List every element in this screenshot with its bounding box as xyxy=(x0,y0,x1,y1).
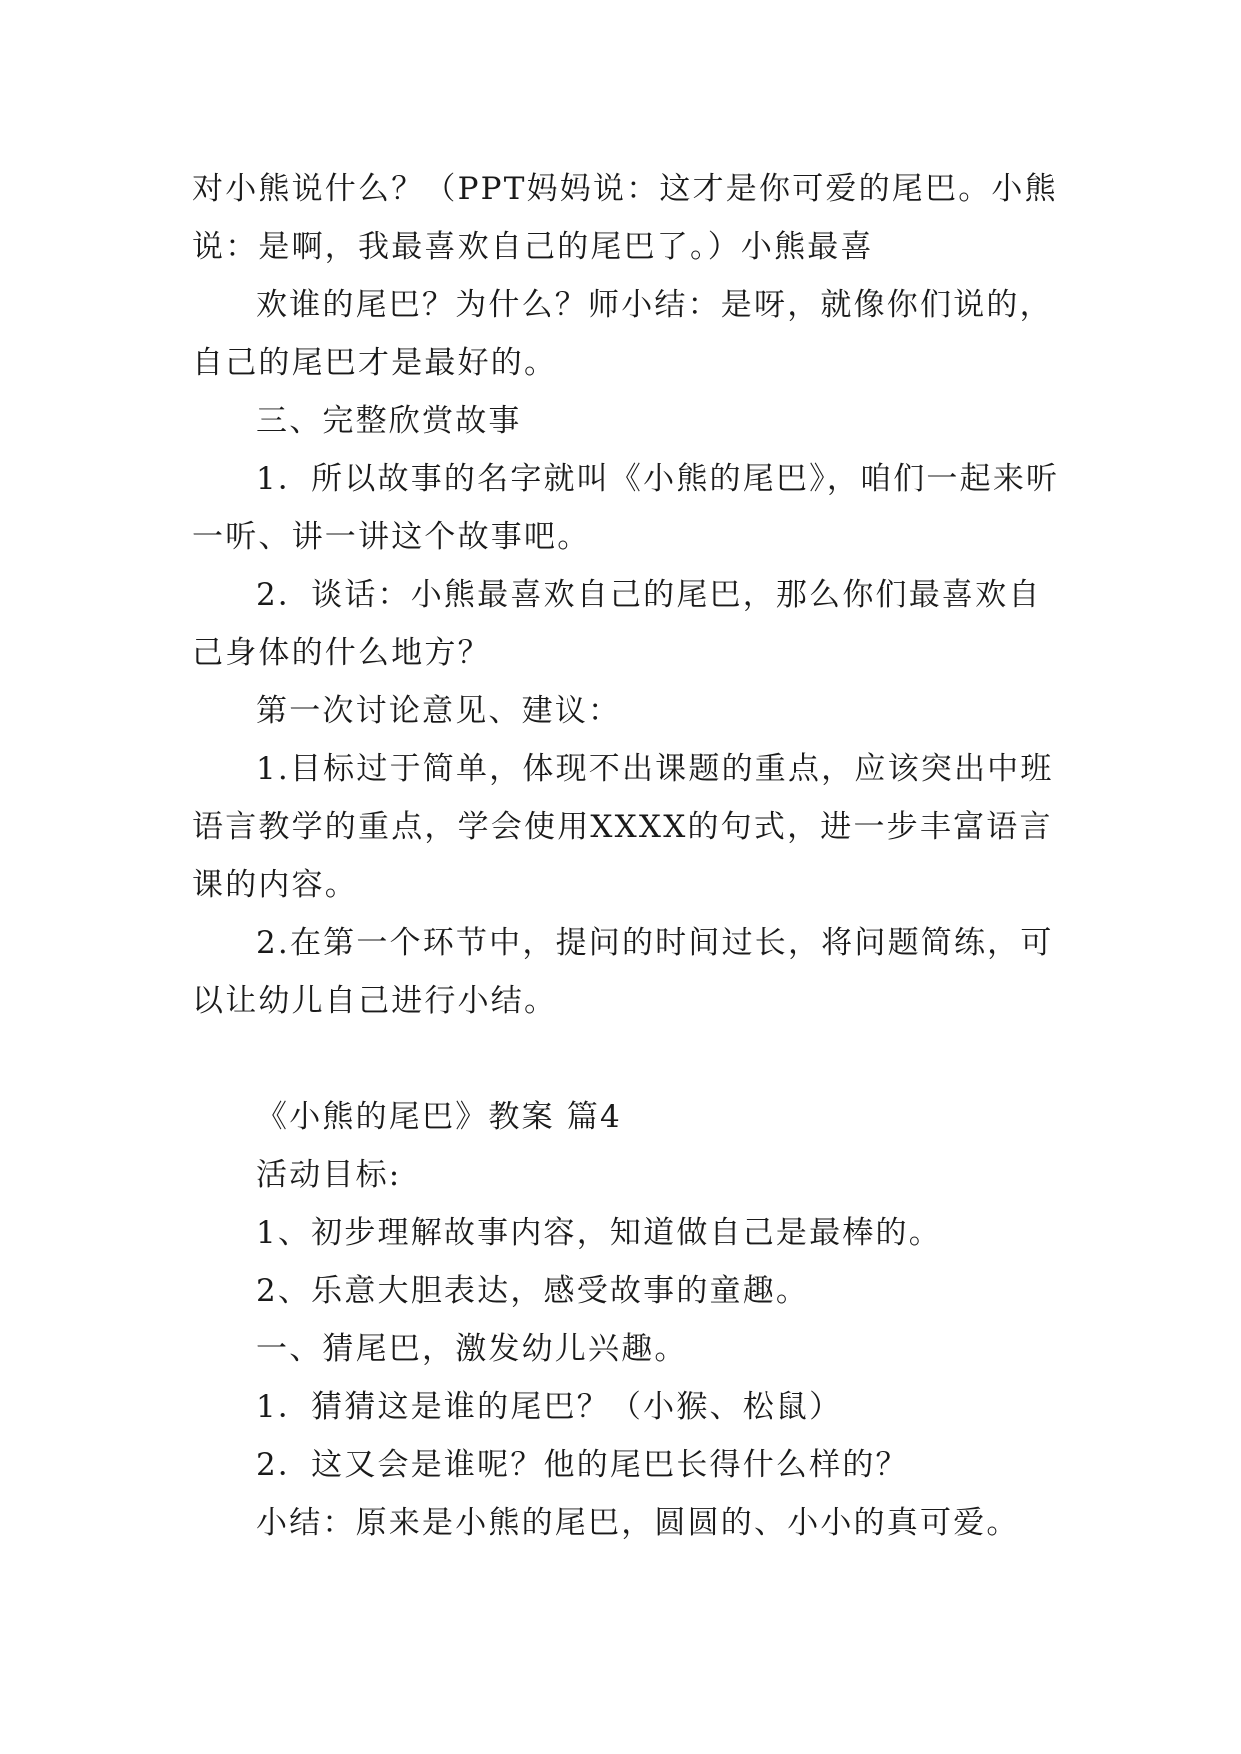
step-1: 1．所以故事的名字就叫《小熊的尾巴》，咱们一起来听一听、讲一讲这个故事吧。 xyxy=(192,461,1060,555)
document-body xyxy=(192,160,1072,1552)
guess-step-1: 1．猜猜这是谁的尾巴？（小猴、松鼠） xyxy=(256,1389,843,1425)
suggestion-1: 1.目标过于简单，体现不出课题的重点，应该突出中班语言教学的重点，学会使用XXXX的句式，进一步丰富语言课的内容。 xyxy=(192,751,1054,903)
suggestion-2: 2.在第一个环节中，提问的时间过长，将问题简练，可以让幼儿自己进行小结。 xyxy=(192,925,1054,1019)
objectives-heading: 活动目标: xyxy=(256,1157,402,1193)
step-2: 2．谈话：小熊最喜欢自己的尾巴，那么你们最喜欢自己身体的什么地方？ xyxy=(192,577,1042,671)
paragraph-summary: 欢谁的尾巴？为什么？师小结：是呀，就像你们说的，自己的尾巴才是最好的。 xyxy=(192,287,1053,381)
objective-2: 2、乐意大胆表达，感受故事的童趣。 xyxy=(256,1273,810,1309)
section-heading-3: 三、完整欣赏故事 xyxy=(256,403,522,439)
guess-summary: 小结：原来是小熊的尾巴，圆圆的、小小的真可爱。 xyxy=(256,1505,1020,1541)
objective-1: 1、初步理解故事内容，知道做自己是最棒的。 xyxy=(256,1215,942,1251)
guess-step-2: 2．这又会是谁呢？他的尾巴长得什么样的？ xyxy=(256,1447,909,1483)
discussion-heading: 第一次讨论意见、建议： xyxy=(256,693,622,729)
lesson-title: 《小熊的尾巴》教案 篇4 xyxy=(256,1099,622,1135)
paragraph-continuation: 对小熊说什么？（PPT妈妈说：这才是你可爱的尾巴。小熊说：是啊，我最喜欢自己的尾巴了。）小熊最喜 xyxy=(192,171,1058,265)
section-heading-1: 一、猜尾巴，激发幼儿兴趣。 xyxy=(256,1331,688,1367)
